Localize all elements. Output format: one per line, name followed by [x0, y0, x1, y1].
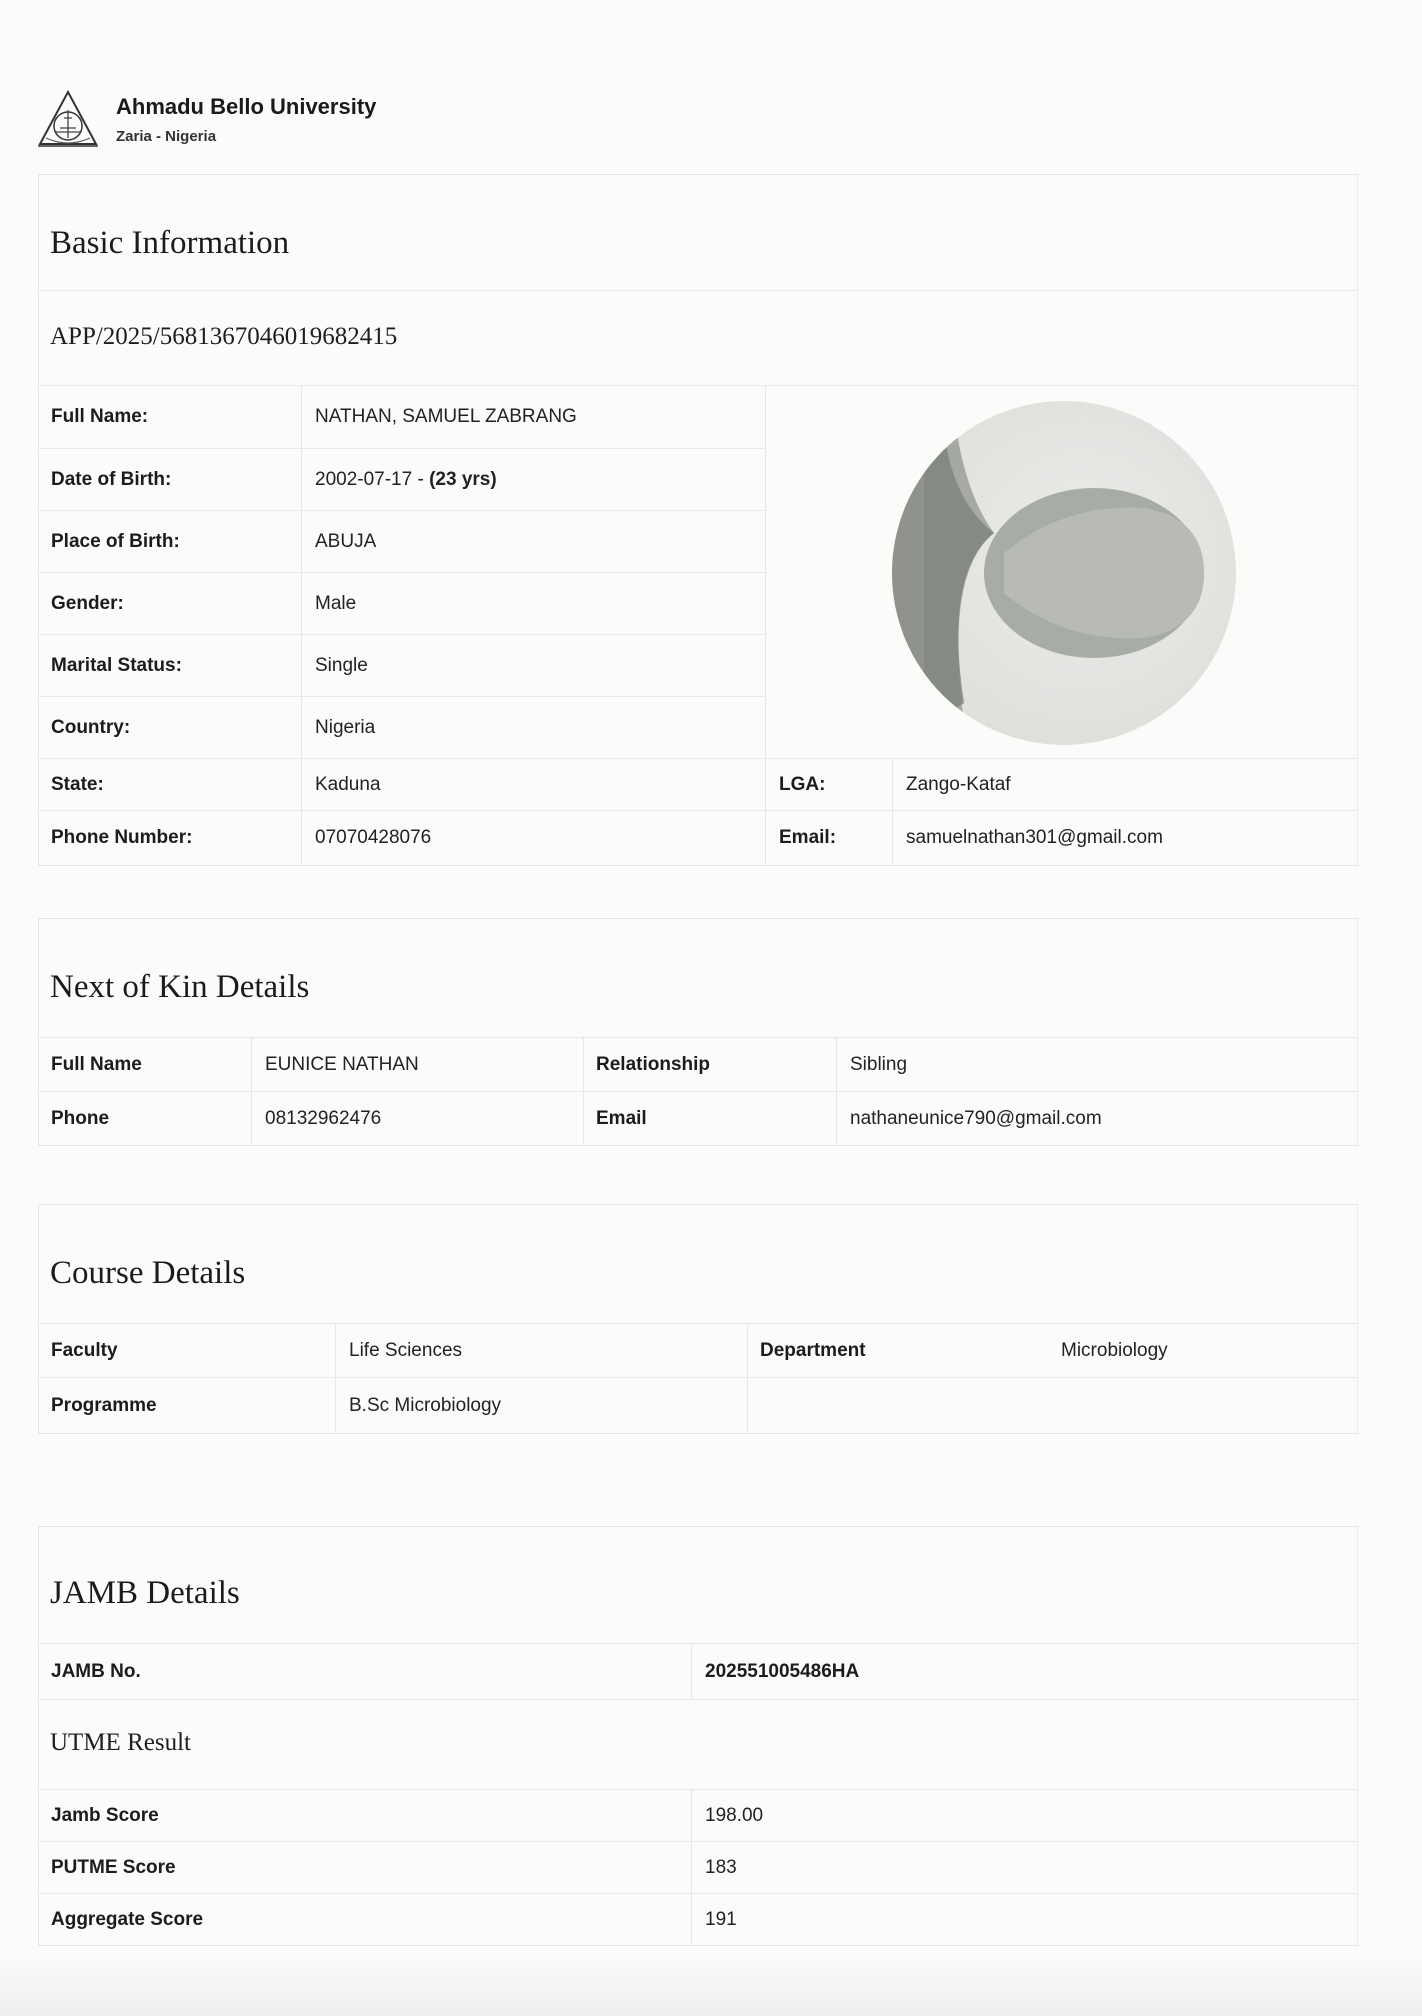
course-details-title: Course Details	[50, 1255, 246, 1291]
putme-score-value: 183	[705, 1857, 737, 1878]
putme-score-row	[39, 1841, 1357, 1894]
course-row-1	[39, 1323, 1357, 1378]
gender-row	[39, 572, 766, 635]
pob-value: ABUJA	[315, 531, 377, 552]
gender-value: Male	[315, 593, 357, 614]
country-value: Nigeria	[315, 717, 376, 738]
kin-row-2	[39, 1091, 1357, 1146]
dob-label: Date of Birth:	[51, 469, 172, 490]
lga-value: Zango-Kataf	[906, 774, 1011, 795]
university-name: Ahmadu Bello University	[116, 93, 377, 119]
jamb-no-label: JAMB No.	[51, 1661, 141, 1682]
next-of-kin-section	[38, 918, 1358, 1146]
jamb-details-title: JAMB Details	[50, 1575, 240, 1611]
marital-value: Single	[315, 655, 368, 676]
jamb-details-section	[38, 1526, 1358, 1946]
university-logo-icon	[36, 88, 100, 150]
next-of-kin-title: Next of Kin Details	[50, 969, 310, 1005]
department-label: Department	[760, 1340, 866, 1361]
state-label: State:	[51, 774, 104, 795]
kin-name-label: Full Name	[51, 1054, 142, 1075]
full-name-value: NATHAN, SAMUEL ZABRANG	[315, 406, 577, 427]
phone-label: Phone Number:	[51, 827, 193, 848]
dob-value	[303, 449, 743, 511]
programme-label: Programme	[51, 1395, 157, 1416]
dob-age: (23 yrs)	[429, 469, 497, 490]
phone-email-row	[39, 810, 1357, 865]
applicant-photo	[884, 393, 1244, 753]
aggregate-score-value: 191	[705, 1909, 737, 1930]
programme-value: B.Sc Microbiology	[349, 1395, 502, 1416]
jamb-score-row	[39, 1789, 1357, 1842]
faculty-value: Life Sciences	[349, 1340, 463, 1361]
jamb-score-value: 198.00	[705, 1805, 764, 1826]
state-lga-row	[39, 758, 1357, 811]
department-value: Microbiology	[1061, 1340, 1168, 1361]
application-number: APP/2025/5681367046019682415	[50, 323, 398, 350]
kin-phone-label: Phone	[51, 1108, 110, 1129]
basic-information-section	[38, 174, 1358, 866]
kin-name-value: EUNICE NATHAN	[265, 1054, 419, 1075]
course-details-section	[38, 1204, 1358, 1434]
dob-date: 2002-07-17 -	[315, 469, 424, 490]
dob-row	[39, 448, 766, 511]
kin-relationship-value: Sibling	[850, 1054, 908, 1075]
gender-label: Gender:	[51, 593, 124, 614]
kin-phone-value: 08132962476	[265, 1108, 382, 1129]
email-value: samuelnathan301@gmail.com	[906, 827, 1163, 848]
jamb-score-label: Jamb Score	[51, 1805, 159, 1826]
putme-score-label: PUTME Score	[51, 1857, 176, 1878]
phone-value: 07070428076	[315, 827, 432, 848]
aggregate-score-label: Aggregate Score	[51, 1909, 204, 1930]
jamb-no-row	[39, 1643, 1357, 1700]
state-value: Kaduna	[315, 774, 381, 795]
university-location: Zaria - Nigeria	[116, 127, 217, 145]
lga-label: LGA:	[779, 774, 826, 795]
jamb-no-value: 202551005486HA	[705, 1661, 860, 1682]
utme-result-title: UTME Result	[50, 1729, 191, 1756]
full-name-row	[39, 386, 766, 448]
kin-email-value: nathaneunice790@gmail.com	[850, 1108, 1102, 1129]
pob-row	[39, 510, 766, 573]
university-header	[36, 88, 376, 150]
kin-relationship-label: Relationship	[596, 1054, 711, 1075]
aggregate-score-row	[39, 1893, 1357, 1946]
page-shadow	[0, 1956, 1422, 2016]
email-label: Email:	[779, 827, 837, 848]
country-row	[39, 696, 766, 759]
country-label: Country:	[51, 717, 131, 738]
faculty-label: Faculty	[51, 1340, 118, 1361]
kin-email-label: Email	[596, 1108, 647, 1129]
basic-information-title: Basic Information	[50, 225, 290, 261]
marital-label: Marital Status:	[51, 655, 182, 676]
pob-label: Place of Birth:	[51, 531, 180, 552]
full-name-label: Full Name:	[51, 406, 149, 427]
kin-row-1	[39, 1037, 1357, 1092]
marital-row	[39, 634, 766, 697]
course-row-2	[39, 1377, 1357, 1434]
